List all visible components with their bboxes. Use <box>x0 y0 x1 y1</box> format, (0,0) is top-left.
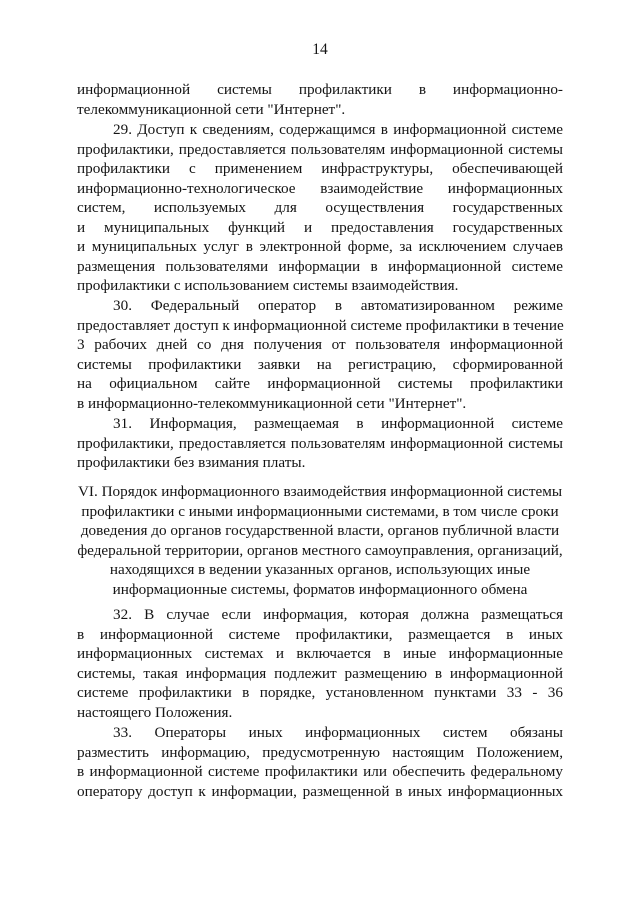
text-line: профилактики с использованием системы взаимодействия. <box>77 277 459 294</box>
text-line: в информационно-телекоммуникационной сети "Интернет". <box>77 394 467 412</box>
text-line: 33. Операторы иных информационных систем обязаны <box>113 724 563 741</box>
heading-line: федеральной территории, органов местного самоуправления, организаций, <box>77 541 563 559</box>
text-line: 30. Федеральный оператор в автоматизированном режиме <box>113 297 563 314</box>
text-line: оператору доступ к информации, размещенной в иных информационных <box>77 782 563 800</box>
text-line: в информационной системе профилактики, размещается в иных <box>77 625 563 643</box>
paragraph-33-block <box>77 723 563 801</box>
paragraph-30-block <box>77 296 563 413</box>
text-line: систем, используемых для осуществления государственных <box>77 199 563 216</box>
text-line: профилактики без взимания платы. <box>77 454 306 471</box>
text-line: размещения пользователями информации в информационной системе <box>77 257 563 275</box>
paragraph-33 <box>77 723 563 801</box>
text-line: профилактики, предоставляется пользователям информационной системы <box>77 140 563 158</box>
text-line: информационно-технологическое взаимодействие информационных <box>77 179 563 197</box>
paragraph-31 <box>77 414 563 473</box>
heading-line: VI. Порядок информационного взаимодействия информационной системы <box>77 483 563 500</box>
paragraph-32-block <box>77 605 563 722</box>
paragraph-29 <box>77 120 563 296</box>
text-line: профилактики, предоставляется пользователям информационной системы <box>77 434 563 452</box>
text-line: системы, такая информация подлежит размещению в информационной <box>77 664 563 682</box>
heading-line: информационные системы, форматов информационного обмена <box>112 580 528 598</box>
paragraph-29-block <box>77 120 563 296</box>
paragraph-31-block <box>77 414 563 473</box>
heading-line: профилактики с иными информационными системами, в том числе сроки <box>81 502 559 520</box>
text-line: разместить информацию, предусмотренную настоящим Положением, <box>77 743 563 761</box>
text-line: информационных системах и включается в иные информационные <box>77 645 563 662</box>
text-line: и муниципальных услуг в электронной форме, за исключением случаев <box>77 238 563 255</box>
text-line: телекоммуникационной сети "Интернет". <box>77 100 346 118</box>
paragraph-30 <box>77 296 563 413</box>
text-line: 3 рабочих дней со дня получения от пользователя информационной <box>77 336 563 353</box>
paragraph-32 <box>77 605 563 722</box>
heading-line: находящихся в ведении указанных органов, использующих иные <box>109 561 531 578</box>
heading-line: доведения до органов государственной власти, органов публичной власти <box>80 522 560 539</box>
text-line: 32. В случае если информация, которая должна размещаться <box>113 606 563 623</box>
page-number: 14 <box>312 41 328 58</box>
text-line: системы профилактики заявки на регистрацию, сформированной <box>77 355 563 373</box>
text-line: на официальном сайте информационной системы профилактики <box>77 375 563 392</box>
text-line: предоставляет доступ к информационной системе профилактики в течение <box>77 316 564 334</box>
text-line: 31. Информация, размещаемая в информационной системе <box>113 415 563 432</box>
paragraph-continuation <box>77 80 563 119</box>
text-line: 29. Доступ к сведениям, содержащимся в информационной системе <box>113 121 563 138</box>
text-line: настоящего Положения. <box>77 703 233 721</box>
section-heading <box>77 482 563 599</box>
text-line: и муниципальных функций и предоставления государственных <box>77 218 563 236</box>
text-line: профилактики с применением инфраструктуры, обеспечивающей <box>77 160 563 177</box>
text-line: информационной системы профилактики в информационно- <box>77 81 563 98</box>
text-line: системе профилактики в порядке, установленном пунктами 33 - 36 <box>77 684 563 701</box>
continuation-block <box>77 80 563 119</box>
text-line: в информационной системе профилактики или обеспечить федеральному <box>77 763 563 780</box>
